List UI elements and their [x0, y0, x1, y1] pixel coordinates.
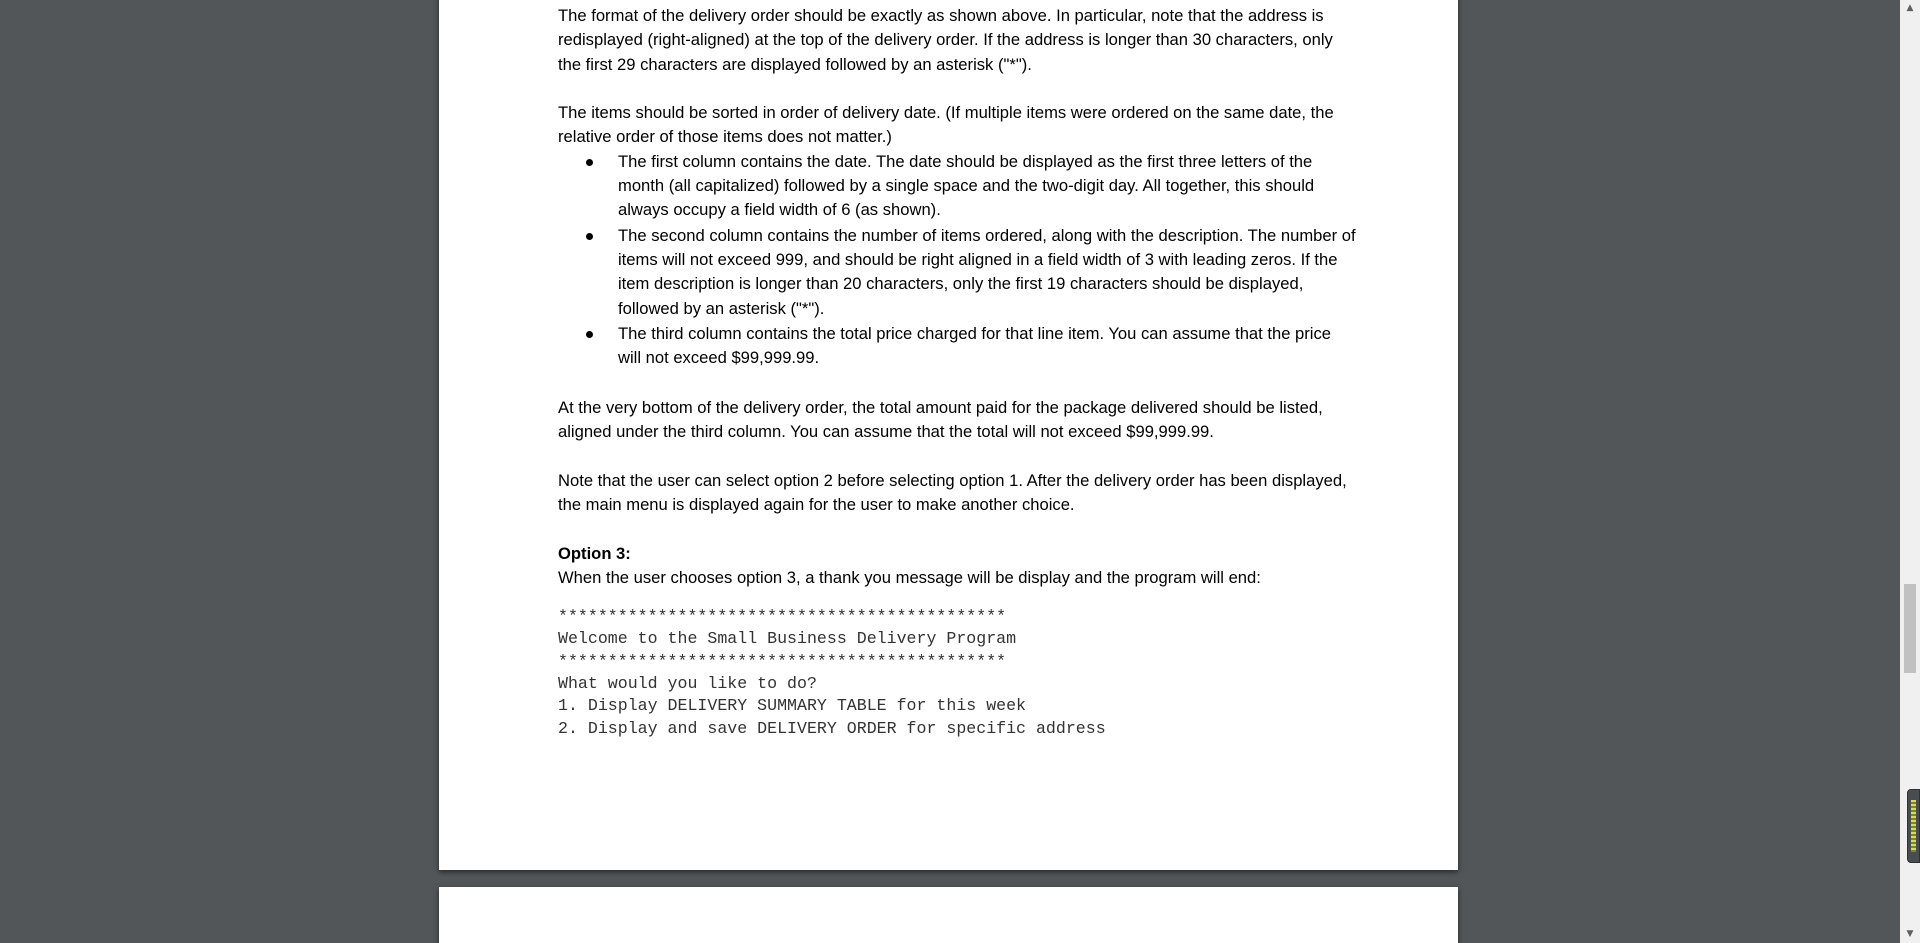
bullet-dot-icon: [586, 331, 593, 338]
paragraph-sorting: The items should be sorted in order of delivery date. (If multiple items were ordered on the same date, the relative order of those items does not matter.): [558, 103, 1334, 147]
spacer: [558, 371, 1358, 395]
console-output: [558, 606, 1358, 740]
console-line: *********************************************: [558, 607, 1007, 627]
paragraph-total: At the very bottom of the delivery order, the total amount paid for the package delivered should be listed, aligned under the third column. You can assume that the total will not exceed $99,999.99.: [558, 397, 1323, 442]
side-panel-handle[interactable]: [1907, 789, 1920, 863]
console-line: *********************************************: [558, 651, 1007, 671]
scrollbar-thumb[interactable]: [1904, 584, 1916, 673]
bullet-dot-icon: [586, 233, 593, 240]
spacer: [558, 444, 1358, 468]
paragraph-format: The format of the delivery order should be exactly as shown above. In particular, note that the address is redisplayed (right-aligned) at the top of the delivery order. If the address is longer than 30 characters, only the first 29 characters are displayed followed by an asterisk ("*").: [558, 6, 1333, 74]
list-item-text: The first column contains the date. The date should be displayed as the first three letters of the month (all capitalized) followed by a single space and the two-digit day. All together, this should always occupy a field width of 6 (as shown).: [618, 151, 1315, 220]
bullet-dot-icon: [586, 159, 593, 166]
spacer: [558, 77, 1358, 101]
paragraph-menu-note: Note that the user can select option 2 before selecting option 1. After the delivery order has been displayed, the main menu is displayed again for the user to make another choice.: [558, 470, 1347, 514]
document-page: [439, 0, 1458, 870]
page-content: [558, 4, 1358, 740]
list-item: [618, 150, 1358, 223]
spacer: [558, 590, 1358, 606]
arrow-down-icon[interactable]: ▼: [1906, 929, 1914, 939]
paragraph-option3: When the user chooses option 3, a thank you message will be display and the program will end:: [558, 567, 1261, 587]
next-document-page: [439, 887, 1458, 943]
option3-heading: Option 3:: [558, 543, 631, 563]
list-item-text: The second column contains the number of items ordered, along with the description. The number of items will not exceed 999, and should be right aligned in a field width of 3 with leading zeros. If the item description is longer than 20 characters, only the first 19 characters should be displayed, followed by an asterisk ("*").: [618, 225, 1356, 318]
console-line: Welcome to the Small Business Delivery Program: [558, 629, 1017, 649]
arrow-up-icon[interactable]: ▲: [1906, 3, 1914, 13]
column-bullet-list: [558, 150, 1358, 371]
console-line: 1. Display DELIVERY SUMMARY TABLE for this week: [558, 696, 1027, 716]
console-line: 2. Display and save DELIVERY ORDER for specific address: [558, 718, 1106, 738]
list-item: [618, 224, 1358, 321]
spacer: [558, 517, 1358, 541]
list-item-text: The third column contains the total price charged for that line item. You can assume that the price will not exceed $99,999.99.: [618, 323, 1332, 368]
level-meter-icon: [1911, 800, 1916, 852]
console-line: What would you like to do?: [558, 674, 817, 694]
list-item: [618, 322, 1358, 371]
